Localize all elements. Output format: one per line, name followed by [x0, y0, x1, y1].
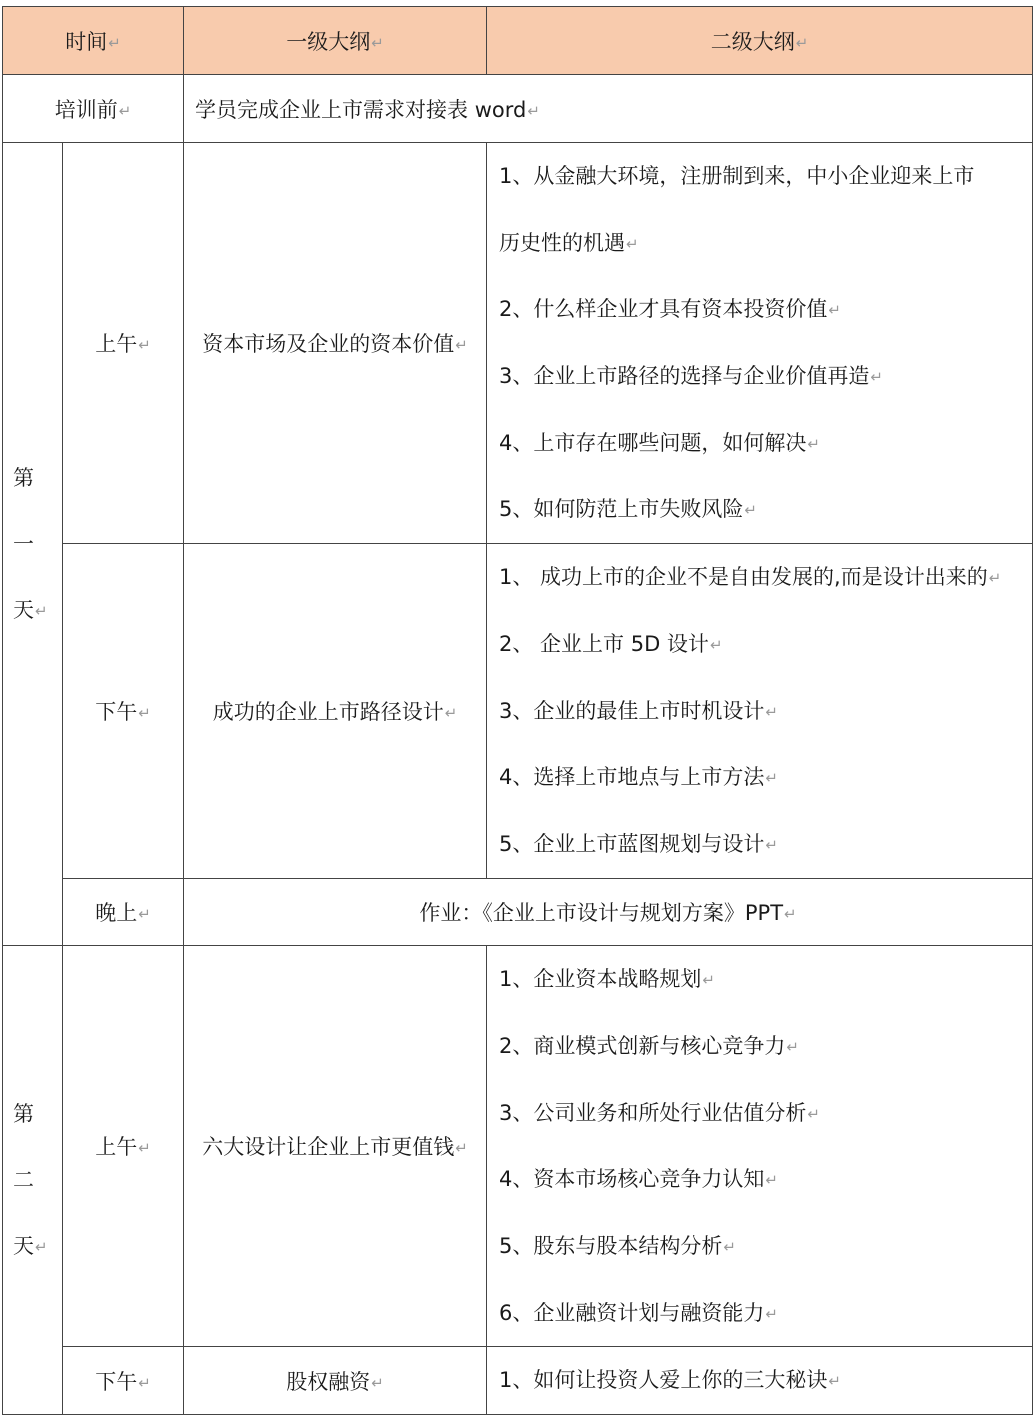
day2-char-1: 第	[13, 1101, 34, 1126]
list-item: 1、 成功上市的企业不是自由发展的,而是设计出来的↵	[499, 565, 1002, 590]
day2-afternoon-time: 下午↵	[63, 1347, 184, 1415]
list-item: 5、股东与股本结构分析↵	[499, 1233, 736, 1258]
day2-morning-topic: 六大设计让企业上市更值钱↵	[184, 946, 487, 1347]
day1-evening-time: 晚上↵	[63, 879, 184, 946]
day1-morning-time: 上午↵	[63, 143, 184, 544]
list-item: 历史性的机遇↵	[499, 230, 639, 255]
day1-afternoon-items	[487, 544, 1033, 879]
day2-afternoon-topic: 股权融资↵	[184, 1347, 487, 1415]
day1-char-1: 第	[13, 465, 34, 490]
list-item: 1、如何让投资人爱上你的三大秘诀↵	[499, 1368, 841, 1393]
header-level1: 一级大纲↵	[184, 7, 487, 75]
list-item: 1、企业资本战略规划↵	[499, 967, 715, 992]
pre-training-content: 学员完成企业上市需求对接表 word↵	[184, 75, 1033, 143]
list-item: 4、选择上市地点与上市方法↵	[499, 765, 778, 790]
list-item: 3、公司业务和所处行业估值分析↵	[499, 1100, 820, 1125]
day2-morning-items	[487, 946, 1033, 1347]
list-item: 3、企业的最佳上市时机设计↵	[499, 698, 778, 723]
list-item: 3、企业上市路径的选择与企业价值再造↵	[499, 364, 883, 389]
day1-afternoon-time: 下午↵	[63, 544, 184, 879]
day1-morning-row	[3, 143, 1033, 544]
day1-char-3: 天↵	[13, 597, 48, 622]
list-item: 5、如何防范上市失败风险↵	[499, 497, 757, 522]
day2-char-3: 天↵	[13, 1233, 48, 1258]
day1-evening-row	[3, 879, 1033, 946]
day2-morning-row	[3, 946, 1033, 1347]
list-item: 4、上市存在哪些问题，如何解决↵	[499, 430, 820, 455]
day1-afternoon-row	[3, 544, 1033, 879]
list-item: 1、从金融大环境，注册制到来，中小企业迎来上市	[499, 164, 975, 188]
pre-training-row	[3, 75, 1033, 143]
day1-afternoon-topic: 成功的企业上市路径设计↵	[184, 544, 487, 879]
day1-label	[3, 143, 63, 946]
day2-morning-time: 上午↵	[63, 946, 184, 1347]
header-row	[3, 7, 1033, 75]
list-item: 5、企业上市蓝图规划与设计↵	[499, 832, 778, 857]
day2-afternoon-items	[487, 1347, 1033, 1415]
list-item: 6、企业融资计划与融资能力↵	[499, 1300, 778, 1325]
day2-afternoon-row	[3, 1347, 1033, 1415]
list-item: 4、资本市场核心竞争力认知↵	[499, 1167, 778, 1192]
course-outline-table	[2, 6, 1033, 1415]
day1-morning-items	[487, 143, 1033, 544]
day1-morning-topic: 资本市场及企业的资本价值↵	[184, 143, 487, 544]
list-item: 2、商业模式创新与核心竞争力↵	[499, 1033, 799, 1058]
pre-training-label: 培训前↵	[3, 75, 184, 143]
header-level2: 二级大纲↵	[487, 7, 1033, 75]
day1-char-2: 一	[13, 531, 34, 556]
list-item: 2、 企业上市 5D 设计↵	[499, 632, 723, 657]
day2-label	[3, 946, 63, 1415]
day1-evening-content: 作业：《企业上市设计与规划方案》PPT↵	[184, 879, 1033, 946]
list-item: 2、什么样企业才具有资本投资价值↵	[499, 297, 841, 322]
day2-char-2: 二	[13, 1167, 34, 1192]
header-time: 时间↵	[3, 7, 184, 75]
